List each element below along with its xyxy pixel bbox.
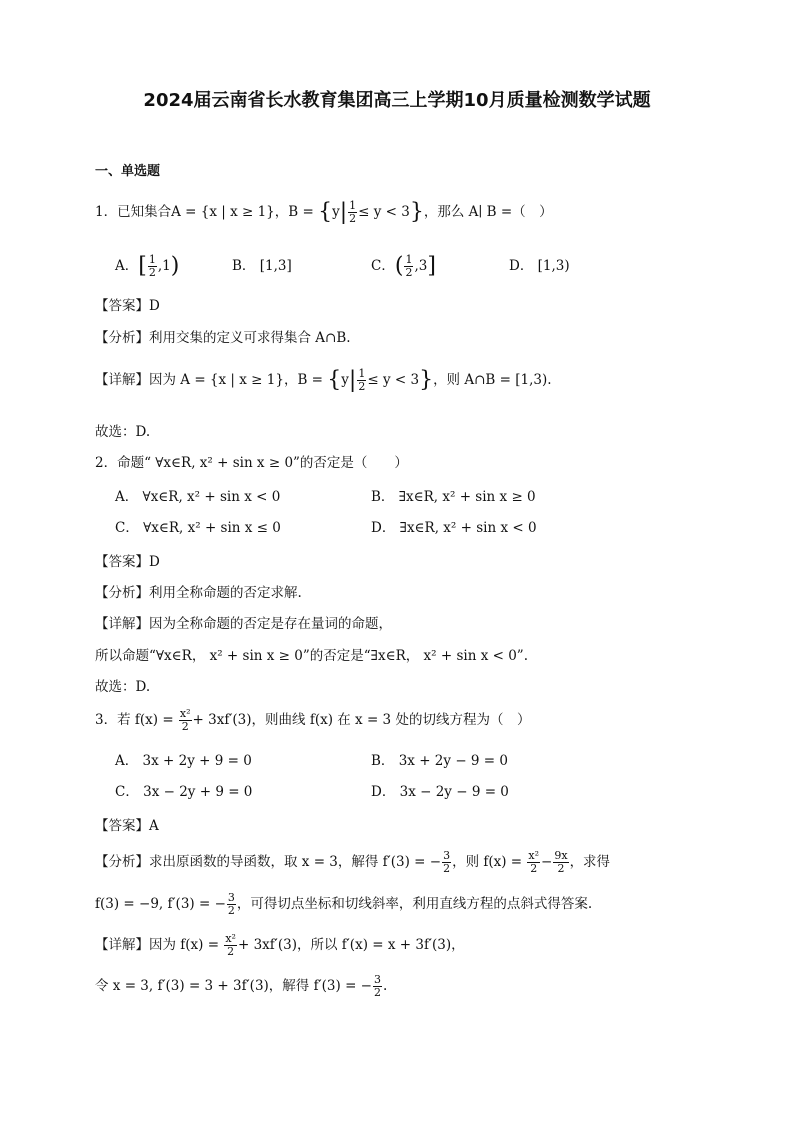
question-3-option-b: B． 3x + 2y − 9 = 0 [371,753,508,769]
question-1-answer: 【答案】D [95,298,160,314]
page-title: 2024届云南省长水教育集团高三上学期10月质量检测数学试题 [143,90,651,111]
question-2-option-b: B． ∃x∈R, x² + sin x ≥ 0 [371,489,536,505]
question-2-answer: 【答案】D [95,554,160,570]
question-3-option-c: C． 3x − 2y + 9 = 0 [115,784,253,800]
question-2-stem: 2．命题“ ∀x∈R, x² + sin x ≥ 0”的否定是（ ） [95,455,408,471]
section-heading: 一、单选题 [95,164,161,179]
question-2-analysis: 【分析】利用全称命题的否定求解. [95,585,302,601]
question-2-detail-2: 所以命题“∀x∈R， x² + sin x ≥ 0”的否定是“∃x∈R， x² + sin x < 0”. [95,648,528,664]
question-2-detail: 【详解】因为全称命题的否定是存在量词的命题， [95,616,392,632]
question-3-detail-2: 令 x = 3, f′(3) = 3 + 3f′(3)，解得 f′(3) = − $\frac{3}{2}$ . [95,973,388,1000]
question-1-analysis: 【分析】利用交集的定义可求得集合 A∩B. [95,330,351,346]
question-1-option-c: C．( $\frac{1}{2}$ ,3] [371,253,436,280]
question-1-detail: 【详解】因为 A = {x | x ≥ 1}，B = {y| $\frac{1}{2}$ ≤ y < 3}，则 A∩B = [1,3). [95,367,552,394]
question-2-option-d: D． ∃x∈R, x² + sin x < 0 [371,520,537,536]
question-1-option-a: A．[ $\frac{1}{2}$ ,1) [115,253,180,280]
question-1-option-b: B． [1,3] [232,258,292,274]
question-3-stem: 3．若 f(x) = $\frac{\text{x²}}{2}$ + 3xf′(3)，则曲线 f(x) 在 x = 3 处的切线方程为（ ） [95,707,531,734]
question-3-analysis-2: f(3) = −9, f′(3) = − $\frac{3}{2}$ ，可得切点坐标和切线斜率，利用直线方程的点斜式得答案. [95,891,593,918]
question-1-option-d: D． [1,3) [509,258,570,274]
question-3-option-a: A． 3x + 2y + 9 = 0 [115,753,252,769]
question-1-stem: 1．已知集合A = {x | x ≥ 1}，B = {y| $\frac{1}{2}$ ≤ y < 3}，那么 A∣ B =（ ） [95,199,553,226]
question-3-detail: 【详解】因为 f(x) = $\frac{\text{x²}}{2}$ + 3xf′(3)，所以 f′(x) = x + 3f′(3)， [95,932,465,959]
question-2-option-c: C． ∀x∈R, x² + sin x ≤ 0 [115,520,281,536]
question-2-conclusion: 故选：D. [95,679,151,695]
question-1-conclusion: 故选：D. [95,424,151,440]
question-2-option-a: A． ∀x∈R, x² + sin x < 0 [115,489,281,505]
question-3-analysis: 【分析】求出原函数的导函数，取 x = 3，解得 f′(3) = − $\frac{3}{2}$ ，则 f(x) = $\frac{\text{x²}}{2}$ − $\frac{9x}{2}$ ，求得 [95,849,611,876]
question-3-answer: 【答案】A [95,818,159,834]
question-3-option-d: D． 3x − 2y − 9 = 0 [371,784,509,800]
